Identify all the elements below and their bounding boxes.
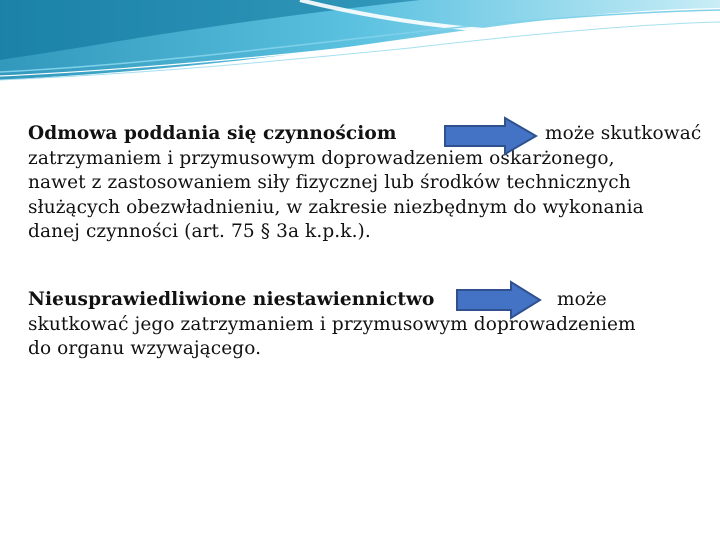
paragraph-line: zatrzymaniem i przymusowym doprowadzeniem oskarżonego, [28,147,615,169]
paragraph-line: służących obezwładnieniu, w zakresie niezbędnym do wykonania [28,196,644,218]
paragraph-line: danej czynności (art. 75 § 3a k.p.k.). [28,221,371,242]
right-arrow-icon [443,116,539,156]
paragraph-line: do organu wzywającego. [28,338,262,359]
refusal-heading: Odmowa poddania się czynnościom [28,123,397,144]
paragraph-line: nawet z zastosowaniem siły fizycznej lub środków technicznych [28,172,631,193]
right-arrow-icon [455,280,543,320]
header-wave-decoration [0,0,720,90]
absence-heading: Nieusprawiedliwione niestawiennictwo [28,289,435,310]
consequence-text: może [557,289,607,310]
consequence-text: może skutkować [545,123,702,144]
paragraph-line: skutkować jego zatrzymaniem i przymusowym doprowadzeniem [28,313,636,335]
